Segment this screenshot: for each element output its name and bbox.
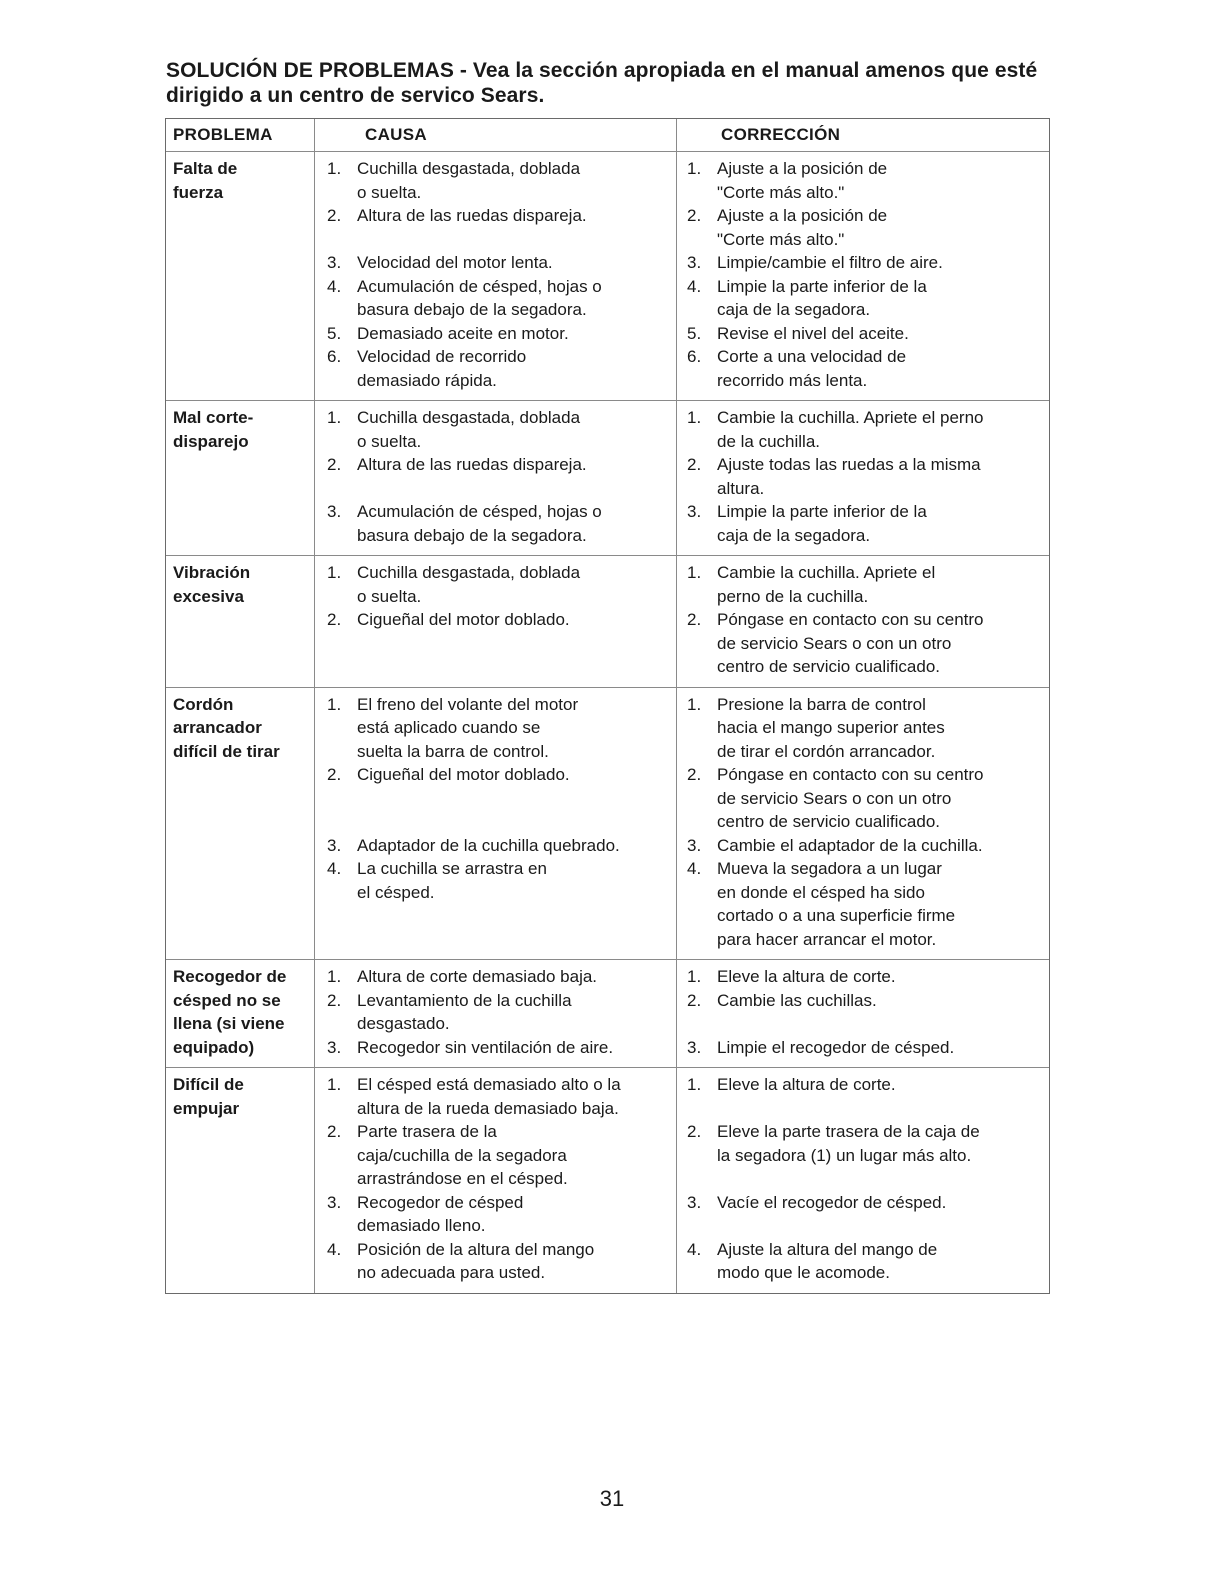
cause-number: 1. (327, 1075, 342, 1094)
correction-number: 3. (687, 835, 702, 855)
cause-item (327, 275, 676, 322)
page-number: 31 (599, 1486, 625, 1511)
cause-item (327, 406, 676, 453)
cause-text: Acumulación de césped, hojas o basura debajo de la segadora. (357, 276, 602, 319)
header-cause: CAUSA (315, 119, 677, 151)
cause-text: La cuchilla se arrastra en el césped. (357, 859, 547, 902)
correction-number: 2. (687, 1122, 702, 1141)
correction-number: 3. (687, 253, 702, 272)
correction-item (687, 1191, 1049, 1215)
correction-item (687, 500, 1049, 547)
cause-number: 2. (327, 990, 342, 1010)
cause-item (327, 1238, 676, 1285)
correction-text: Eleve la altura de corte. (717, 1075, 896, 1094)
cause-text: El freno del volante del motor está aplicado cuando se suelta la barra de control. (357, 694, 579, 761)
correction-number: 3. (687, 1192, 702, 1212)
spacer (687, 1097, 1049, 1121)
cause-text: El césped está demasiado alto o la altura de la rueda demasiado baja. (357, 1075, 621, 1118)
correction-item (687, 1073, 1049, 1097)
table-row (166, 401, 1049, 556)
correction-number: 2. (687, 206, 702, 225)
cause-item (327, 500, 676, 547)
correction-item (687, 857, 1049, 951)
spacer (687, 1012, 1049, 1036)
cause-column (315, 688, 677, 960)
correction-text: Ajuste a la posición de "Corte más alto." (717, 206, 888, 249)
problem-label: Falta de fuerza (166, 152, 315, 400)
correction-item (687, 989, 1049, 1013)
cause-text: Adaptador de la cuchilla quebrado. (357, 835, 620, 855)
troubleshooting-table (165, 118, 1050, 1294)
cause-number: 2. (327, 206, 342, 225)
cause-text: Acumulación de césped, hojas o basura debajo de la segadora. (357, 502, 602, 545)
cause-text: Cuchilla desgastada, doblada o suelta. (357, 408, 581, 451)
cause-number: 1. (327, 563, 342, 582)
cause-text: Altura de corte demasiado baja. (357, 967, 598, 986)
cause-number: 3. (327, 1037, 342, 1057)
cause-item (327, 251, 676, 275)
cause-column (315, 401, 677, 555)
cause-item (327, 857, 676, 904)
cause-number: 4. (327, 276, 342, 296)
table-row (166, 1068, 1049, 1293)
correction-number: 1. (687, 408, 702, 427)
correction-column (677, 152, 1049, 400)
correction-item (687, 608, 1049, 679)
cause-item (327, 1191, 676, 1238)
cause-text: Cuchilla desgastada, doblada o suelta. (357, 563, 581, 606)
cause-text: Altura de las ruedas dispareja. (357, 455, 587, 474)
correction-column (677, 401, 1049, 555)
correction-number: 1. (687, 967, 702, 986)
correction-item (687, 1238, 1049, 1285)
correction-number: 6. (687, 347, 702, 366)
correction-text: Ajuste todas las ruedas a la misma altura. (717, 455, 981, 498)
problem-label: Mal corte- disparejo (166, 401, 315, 555)
page-title: SOLUCIÓN DE PROBLEMAS - Vea la sección apropiada en el manual amenos que esté dirigido a un centro de servico Sears. (166, 59, 1038, 107)
cause-column (315, 152, 677, 400)
correction-number: 1. (687, 563, 702, 582)
table-row (166, 960, 1049, 1068)
cause-text: Parte trasera de la caja/cuchilla de la segadora arrastrándose en el césped. (357, 1122, 568, 1188)
cause-number: 3. (327, 835, 342, 855)
correction-item (687, 965, 1049, 989)
cause-item (327, 608, 676, 632)
correction-number: 2. (687, 990, 702, 1010)
correction-number: 3. (687, 1037, 702, 1057)
cause-number: 3. (327, 502, 342, 521)
cause-text: Levantamiento de la cuchilla desgastado. (357, 990, 572, 1033)
correction-item (687, 322, 1049, 346)
correction-number: 3. (687, 502, 702, 521)
correction-number: 1. (687, 694, 702, 714)
cause-number: 2. (327, 610, 342, 629)
cause-item (327, 1036, 676, 1060)
cause-item (327, 157, 676, 204)
cause-item (327, 322, 676, 346)
correction-text: Eleve la altura de corte. (717, 967, 896, 986)
cause-item (327, 1120, 676, 1191)
cause-item (327, 204, 676, 228)
correction-text: Limpie/cambie el filtro de aire. (717, 253, 943, 272)
correction-text: Cambie las cuchillas. (717, 990, 877, 1010)
cause-item (327, 965, 676, 989)
cause-item (327, 693, 676, 764)
correction-text: Ajuste la altura del mango de modo que le acomode. (717, 1239, 938, 1282)
problem-label: Difícil de empujar (166, 1068, 315, 1293)
correction-number: 2. (687, 455, 702, 474)
cause-number: 1. (327, 694, 342, 714)
header-correction: CORRECCIÓN (721, 125, 841, 144)
cause-number: 1. (327, 408, 342, 427)
cause-column (315, 960, 677, 1067)
cause-number: 4. (327, 859, 342, 878)
cause-text: Velocidad del motor lenta. (357, 253, 553, 272)
correction-item (687, 406, 1049, 453)
correction-item (687, 1036, 1049, 1060)
spacer (327, 810, 676, 834)
problem-label: Cordón arrancador difícil de tirar (166, 688, 315, 960)
correction-item (687, 251, 1049, 275)
cause-text: Altura de las ruedas dispareja. (357, 206, 587, 225)
cause-item (327, 345, 676, 392)
cause-number: 2. (327, 765, 342, 784)
spacer (327, 477, 676, 501)
correction-number: 5. (687, 323, 702, 343)
cause-text: Cigueñal del motor doblado. (357, 610, 570, 629)
spacer (687, 1167, 1049, 1191)
cause-number: 5. (327, 323, 342, 343)
cause-item (327, 834, 676, 858)
cause-item (327, 763, 676, 787)
correction-number: 4. (687, 859, 702, 878)
correction-item (687, 157, 1049, 204)
table-row (166, 688, 1049, 961)
correction-item (687, 204, 1049, 251)
cause-number: 3. (327, 1192, 342, 1212)
correction-column (677, 960, 1049, 1067)
correction-column (677, 688, 1049, 960)
cause-text: Velocidad de recorrido demasiado rápida. (357, 347, 527, 390)
correction-text: Corte a una velocidad de recorrido más lenta. (717, 347, 907, 390)
correction-item (687, 275, 1049, 322)
cause-number: 1. (327, 159, 342, 178)
spacer (687, 1214, 1049, 1238)
correction-item (687, 763, 1049, 834)
correction-text: Cambie la cuchilla. Apriete el perno de la cuchilla. (717, 408, 984, 451)
table-row (166, 556, 1049, 688)
cause-text: Demasiado aceite en motor. (357, 323, 569, 343)
correction-text: Revise el nivel del aceite. (717, 323, 909, 343)
correction-item (687, 834, 1049, 858)
problem-label: Recogedor de césped no se llena (si viene equipado) (166, 960, 315, 1067)
cause-number: 4. (327, 1239, 342, 1259)
correction-text: Vacíe el recogedor de césped. (717, 1192, 947, 1212)
correction-item (687, 345, 1049, 392)
correction-text: Ajuste a la posición de "Corte más alto." (717, 159, 888, 202)
correction-item (687, 693, 1049, 764)
correction-text: Limpie la parte inferior de la caja de la segadora. (717, 276, 927, 319)
cause-item (327, 561, 676, 608)
correction-text: Limpie la parte inferior de la caja de la segadora. (717, 502, 927, 545)
cause-text: Recogedor sin ventilación de aire. (357, 1037, 614, 1057)
correction-item (687, 453, 1049, 500)
correction-number: 2. (687, 765, 702, 784)
cause-column (315, 556, 677, 687)
correction-text: Presione la barra de control hacia el mango superior antes de tirar el cordón arrancador. (717, 694, 945, 761)
correction-number: 4. (687, 1239, 702, 1259)
spacer (327, 228, 676, 252)
cause-column (315, 1068, 677, 1293)
correction-column (677, 556, 1049, 687)
cause-item (327, 989, 676, 1036)
cause-number: 3. (327, 253, 342, 272)
correction-text: Mueva la segadora a un lugar en donde el césped ha sido cortado o a una superficie firme para hacer arrancar el motor. (717, 859, 956, 949)
cause-item (327, 1073, 676, 1120)
correction-text: Cambie el adaptador de la cuchilla. (717, 835, 983, 855)
correction-number: 1. (687, 1075, 702, 1094)
cause-number: 1. (327, 967, 342, 986)
correction-item (687, 1120, 1049, 1167)
cause-number: 6. (327, 347, 342, 366)
table-row (166, 152, 1049, 401)
correction-number: 1. (687, 159, 702, 178)
correction-text: Cambie la cuchilla. Apriete el perno de la cuchilla. (717, 563, 936, 606)
correction-column (677, 1068, 1049, 1293)
correction-text: Eleve la parte trasera de la caja de la segadora (1) un lugar más alto. (717, 1122, 980, 1165)
correction-number: 2. (687, 610, 702, 629)
cause-item (327, 453, 676, 477)
correction-number: 4. (687, 276, 702, 296)
cause-text: Recogedor de césped demasiado lleno. (357, 1192, 524, 1235)
cause-text: Cigueñal del motor doblado. (357, 765, 570, 784)
cause-text: Cuchilla desgastada, doblada o suelta. (357, 159, 581, 202)
correction-item (687, 561, 1049, 608)
correction-text: Limpie el recogedor de césped. (717, 1037, 955, 1057)
table-header (166, 119, 1049, 152)
cause-number: 2. (327, 1122, 342, 1141)
cause-number: 2. (327, 455, 342, 474)
problem-label: Vibración excesiva (166, 556, 315, 687)
spacer (327, 787, 676, 811)
correction-text: Póngase en contacto con su centro de servicio Sears o con un otro centro de servicio cualificado. (717, 765, 984, 831)
correction-text: Póngase en contacto con su centro de servicio Sears o con un otro centro de servicio cualificado. (717, 610, 984, 676)
cause-text: Posición de la altura del mango no adecuada para usted. (357, 1239, 595, 1282)
header-problem: PROBLEMA (166, 119, 315, 151)
